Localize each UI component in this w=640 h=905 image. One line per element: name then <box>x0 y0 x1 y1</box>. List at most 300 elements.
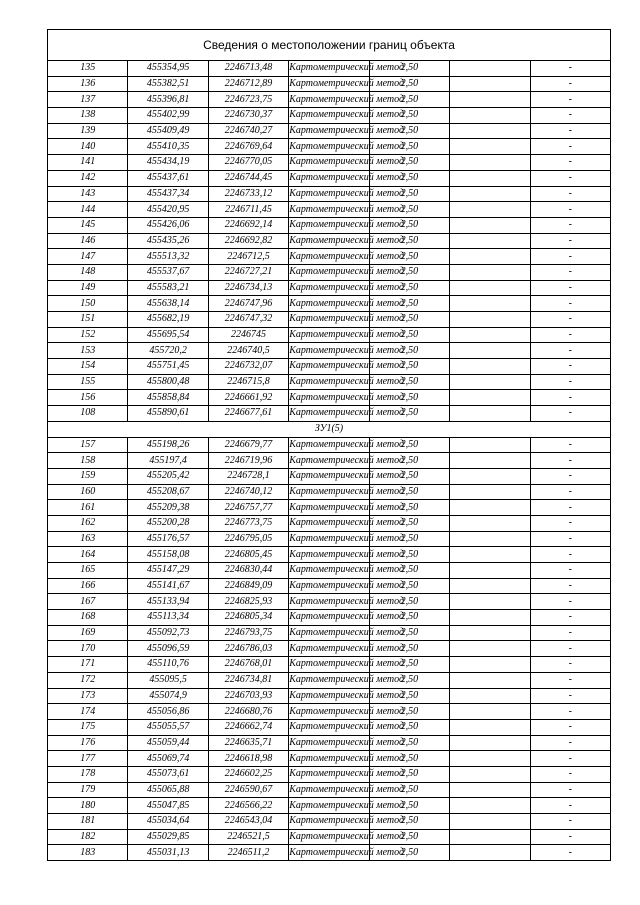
empty-cell <box>450 249 530 265</box>
empty-cell <box>450 735 530 751</box>
coordinate-x: 455176,57 <box>128 531 208 547</box>
accuracy-value: 2,50 <box>369 139 449 155</box>
determination-method: Картометрический метод <box>289 312 369 328</box>
point-number: 183 <box>48 845 128 861</box>
coordinate-y: 2246677,61 <box>208 406 288 422</box>
point-number: 108 <box>48 406 128 422</box>
point-number: 145 <box>48 217 128 233</box>
description-dash: - <box>530 766 610 782</box>
point-number: 154 <box>48 359 128 375</box>
table-row <box>48 343 611 359</box>
table-row <box>48 484 611 500</box>
coordinate-y: 2246566,22 <box>208 798 288 814</box>
description-dash: - <box>530 123 610 139</box>
empty-cell <box>450 688 530 704</box>
description-dash: - <box>530 531 610 547</box>
description-dash: - <box>530 390 610 406</box>
coordinate-y: 2246713,48 <box>208 61 288 77</box>
accuracy-value: 2,50 <box>369 123 449 139</box>
determination-method: Картометрический метод <box>289 327 369 343</box>
coordinate-x: 455055,57 <box>128 719 208 735</box>
coordinate-y: 2246747,96 <box>208 296 288 312</box>
determination-method: Картометрический метод <box>289 672 369 688</box>
coordinate-y: 2246793,75 <box>208 625 288 641</box>
coordinate-x: 455426,06 <box>128 217 208 233</box>
accuracy-value: 2,50 <box>369 186 449 202</box>
accuracy-value: 2,50 <box>369 814 449 830</box>
empty-cell <box>450 312 530 328</box>
determination-method: Картометрический метод <box>289 500 369 516</box>
coordinate-y: 2246849,09 <box>208 578 288 594</box>
description-dash: - <box>530 217 610 233</box>
table-row <box>48 798 611 814</box>
accuracy-value: 2,50 <box>369 264 449 280</box>
coordinate-x: 455720,2 <box>128 343 208 359</box>
table-row <box>48 594 611 610</box>
description-dash: - <box>530 343 610 359</box>
point-number: 177 <box>48 751 128 767</box>
coordinate-x: 455208,67 <box>128 484 208 500</box>
point-number: 157 <box>48 437 128 453</box>
coordinate-x: 455537,67 <box>128 264 208 280</box>
empty-cell <box>450 202 530 218</box>
coordinate-x: 455074,9 <box>128 688 208 704</box>
table-row <box>48 578 611 594</box>
empty-cell <box>450 186 530 202</box>
coordinate-y: 2246662,74 <box>208 719 288 735</box>
table-row <box>48 766 611 782</box>
description-dash: - <box>530 814 610 830</box>
accuracy-value: 2,50 <box>369 735 449 751</box>
point-number: 171 <box>48 657 128 673</box>
accuracy-value: 2,50 <box>369 751 449 767</box>
determination-method: Картометрический метод <box>289 233 369 249</box>
description-dash: - <box>530 437 610 453</box>
accuracy-value: 2,50 <box>369 515 449 531</box>
coordinate-y: 2246715,8 <box>208 374 288 390</box>
empty-cell <box>450 641 530 657</box>
empty-cell <box>450 390 530 406</box>
coordinate-x: 455638,14 <box>128 296 208 312</box>
determination-method: Картометрический метод <box>289 798 369 814</box>
accuracy-value: 2,50 <box>369 202 449 218</box>
point-number: 164 <box>48 547 128 563</box>
determination-method: Картометрический метод <box>289 735 369 751</box>
table-row <box>48 610 611 626</box>
determination-method: Картометрический метод <box>289 766 369 782</box>
coordinate-y: 2246740,12 <box>208 484 288 500</box>
table-row <box>48 264 611 280</box>
coordinate-x: 455031,13 <box>128 845 208 861</box>
coordinate-y: 2246830,44 <box>208 563 288 579</box>
point-number: 181 <box>48 814 128 830</box>
description-dash: - <box>530 186 610 202</box>
description-dash: - <box>530 280 610 296</box>
coordinate-y: 2246712,89 <box>208 76 288 92</box>
accuracy-value: 2,50 <box>369 845 449 861</box>
description-dash: - <box>530 76 610 92</box>
coordinate-y: 2246602,25 <box>208 766 288 782</box>
coordinate-y: 2246521,5 <box>208 829 288 845</box>
empty-cell <box>450 155 530 171</box>
coordinate-x: 455133,94 <box>128 594 208 610</box>
table-row <box>48 61 611 77</box>
accuracy-value: 2,50 <box>369 343 449 359</box>
coordinate-x: 455402,99 <box>128 108 208 124</box>
coordinate-y: 2246703,93 <box>208 688 288 704</box>
point-number: 174 <box>48 704 128 720</box>
description-dash: - <box>530 625 610 641</box>
table-row <box>48 390 611 406</box>
table-row <box>48 359 611 375</box>
point-number: 153 <box>48 343 128 359</box>
description-dash: - <box>530 233 610 249</box>
coordinate-x: 455096,59 <box>128 641 208 657</box>
table-row <box>48 437 611 453</box>
determination-method: Картометрический метод <box>289 390 369 406</box>
description-dash: - <box>530 61 610 77</box>
point-number: 150 <box>48 296 128 312</box>
determination-method: Картометрический метод <box>289 704 369 720</box>
accuracy-value: 2,50 <box>369 578 449 594</box>
description-dash: - <box>530 594 610 610</box>
determination-method: Картометрический метод <box>289 359 369 375</box>
table-row <box>48 814 611 830</box>
point-number: 138 <box>48 108 128 124</box>
coordinate-x: 455209,38 <box>128 500 208 516</box>
determination-method: Картометрический метод <box>289 688 369 704</box>
coordinate-y: 2246825,93 <box>208 594 288 610</box>
description-dash: - <box>530 453 610 469</box>
accuracy-value: 2,50 <box>369 782 449 798</box>
coordinate-x: 455197,4 <box>128 453 208 469</box>
description-dash: - <box>530 845 610 861</box>
table-row <box>48 625 611 641</box>
coordinate-x: 455029,85 <box>128 829 208 845</box>
description-dash: - <box>530 515 610 531</box>
determination-method: Картометрический метод <box>289 343 369 359</box>
table-row <box>48 155 611 171</box>
accuracy-value: 2,50 <box>369 672 449 688</box>
point-number: 143 <box>48 186 128 202</box>
coordinate-y: 2246770,05 <box>208 155 288 171</box>
empty-cell <box>450 625 530 641</box>
description-dash: - <box>530 578 610 594</box>
description-dash: - <box>530 547 610 563</box>
point-number: 179 <box>48 782 128 798</box>
empty-cell <box>450 798 530 814</box>
accuracy-value: 2,50 <box>369 170 449 186</box>
point-number: 135 <box>48 61 128 77</box>
table-row <box>48 688 611 704</box>
table-row <box>48 374 611 390</box>
coordinate-x: 455751,45 <box>128 359 208 375</box>
accuracy-value: 2,50 <box>369 625 449 641</box>
point-number: 147 <box>48 249 128 265</box>
determination-method: Картометрический метод <box>289 829 369 845</box>
coordinate-x: 455158,08 <box>128 547 208 563</box>
coordinate-y: 2246745 <box>208 327 288 343</box>
description-dash: - <box>530 374 610 390</box>
coordinate-y: 2246727,21 <box>208 264 288 280</box>
point-number: 137 <box>48 92 128 108</box>
table-row <box>48 657 611 673</box>
table-row <box>48 672 611 688</box>
description-dash: - <box>530 563 610 579</box>
coordinate-x: 455409,49 <box>128 123 208 139</box>
coordinate-y: 2246679,77 <box>208 437 288 453</box>
table-row <box>48 453 611 469</box>
point-number: 146 <box>48 233 128 249</box>
empty-cell <box>450 829 530 845</box>
table-row <box>48 108 611 124</box>
determination-method: Картометрический метод <box>289 76 369 92</box>
point-number: 169 <box>48 625 128 641</box>
empty-cell <box>450 76 530 92</box>
point-number: 149 <box>48 280 128 296</box>
coordinate-x: 455583,21 <box>128 280 208 296</box>
point-number: 139 <box>48 123 128 139</box>
empty-cell <box>450 264 530 280</box>
coordinate-x: 455047,85 <box>128 798 208 814</box>
coordinate-y: 2246734,81 <box>208 672 288 688</box>
table-row <box>48 735 611 751</box>
coordinate-x: 455890,61 <box>128 406 208 422</box>
accuracy-value: 2,50 <box>369 76 449 92</box>
coordinate-x: 455092,73 <box>128 625 208 641</box>
table-row <box>48 531 611 547</box>
point-number: 180 <box>48 798 128 814</box>
coordinate-x: 455069,74 <box>128 751 208 767</box>
determination-method: Картометрический метод <box>289 531 369 547</box>
description-dash: - <box>530 92 610 108</box>
coordinate-x: 455056,86 <box>128 704 208 720</box>
accuracy-value: 2,50 <box>369 547 449 563</box>
determination-method: Картометрический метод <box>289 845 369 861</box>
accuracy-value: 2,50 <box>369 766 449 782</box>
determination-method: Картометрический метод <box>289 641 369 657</box>
determination-method: Картометрический метод <box>289 437 369 453</box>
empty-cell <box>450 766 530 782</box>
table-row <box>48 186 611 202</box>
accuracy-value: 2,50 <box>369 610 449 626</box>
determination-method: Картометрический метод <box>289 123 369 139</box>
coordinate-x: 455198,26 <box>128 437 208 453</box>
determination-method: Картометрический метод <box>289 453 369 469</box>
table-row <box>48 719 611 735</box>
determination-method: Картометрический метод <box>289 610 369 626</box>
point-number: 175 <box>48 719 128 735</box>
description-dash: - <box>530 500 610 516</box>
description-dash: - <box>530 249 610 265</box>
determination-method: Картометрический метод <box>289 468 369 484</box>
coordinate-y: 2246732,07 <box>208 359 288 375</box>
empty-cell <box>450 515 530 531</box>
accuracy-value: 2,50 <box>369 798 449 814</box>
description-dash: - <box>530 296 610 312</box>
determination-method: Картометрический метод <box>289 406 369 422</box>
determination-method: Картометрический метод <box>289 296 369 312</box>
determination-method: Картометрический метод <box>289 249 369 265</box>
coordinate-x: 455682,19 <box>128 312 208 328</box>
determination-method: Картометрический метод <box>289 625 369 641</box>
empty-cell <box>450 406 530 422</box>
table-row <box>48 92 611 108</box>
description-dash: - <box>530 484 610 500</box>
coordinate-x: 455437,61 <box>128 170 208 186</box>
coordinate-y: 2246635,71 <box>208 735 288 751</box>
table-row <box>48 123 611 139</box>
title-row <box>48 30 611 61</box>
point-number: 155 <box>48 374 128 390</box>
coordinate-y: 2246734,13 <box>208 280 288 296</box>
empty-cell <box>450 374 530 390</box>
determination-method: Картометрический метод <box>289 264 369 280</box>
accuracy-value: 2,50 <box>369 327 449 343</box>
description-dash: - <box>530 798 610 814</box>
description-dash: - <box>530 202 610 218</box>
point-number: 162 <box>48 515 128 531</box>
coordinate-x: 455513,32 <box>128 249 208 265</box>
table-row <box>48 704 611 720</box>
coordinate-x: 455147,29 <box>128 563 208 579</box>
coordinate-y: 2246712,5 <box>208 249 288 265</box>
accuracy-value: 2,50 <box>369 453 449 469</box>
table-row <box>48 563 611 579</box>
coordinate-y: 2246511,2 <box>208 845 288 861</box>
table-row <box>48 249 611 265</box>
page-title: Сведения о местоположении границ объекта <box>48 30 611 61</box>
empty-cell <box>450 657 530 673</box>
determination-method: Картометрический метод <box>289 563 369 579</box>
coordinate-y: 2246733,12 <box>208 186 288 202</box>
accuracy-value: 2,50 <box>369 296 449 312</box>
table-row <box>48 515 611 531</box>
empty-cell <box>450 296 530 312</box>
coordinate-y: 2246744,45 <box>208 170 288 186</box>
description-dash: - <box>530 782 610 798</box>
accuracy-value: 2,50 <box>369 704 449 720</box>
determination-method: Картометрический метод <box>289 170 369 186</box>
point-number: 156 <box>48 390 128 406</box>
empty-cell <box>450 453 530 469</box>
coordinate-y: 2246805,45 <box>208 547 288 563</box>
accuracy-value: 2,50 <box>369 829 449 845</box>
coordinate-x: 455200,28 <box>128 515 208 531</box>
point-number: 144 <box>48 202 128 218</box>
empty-cell <box>450 484 530 500</box>
accuracy-value: 2,50 <box>369 249 449 265</box>
coordinate-y: 2246719,96 <box>208 453 288 469</box>
determination-method: Картометрический метод <box>289 374 369 390</box>
determination-method: Картометрический метод <box>289 61 369 77</box>
description-dash: - <box>530 406 610 422</box>
coordinate-y: 2246692,82 <box>208 233 288 249</box>
accuracy-value: 2,50 <box>369 280 449 296</box>
coordinate-y: 2246730,37 <box>208 108 288 124</box>
coordinate-y: 2246590,67 <box>208 782 288 798</box>
table-row <box>48 547 611 563</box>
determination-method: Картометрический метод <box>289 719 369 735</box>
point-number: 161 <box>48 500 128 516</box>
coordinate-x: 455141,67 <box>128 578 208 594</box>
description-dash: - <box>530 751 610 767</box>
description-dash: - <box>530 829 610 845</box>
accuracy-value: 2,50 <box>369 468 449 484</box>
point-number: 141 <box>48 155 128 171</box>
accuracy-value: 2,50 <box>369 108 449 124</box>
table-row <box>48 500 611 516</box>
coordinate-x: 455437,34 <box>128 186 208 202</box>
empty-cell <box>450 814 530 830</box>
point-number: 151 <box>48 312 128 328</box>
empty-cell <box>450 123 530 139</box>
determination-method: Картометрический метод <box>289 814 369 830</box>
coordinate-y: 2246795,05 <box>208 531 288 547</box>
empty-cell <box>450 578 530 594</box>
empty-cell <box>450 359 530 375</box>
determination-method: Картометрический метод <box>289 547 369 563</box>
determination-method: Картометрический метод <box>289 782 369 798</box>
coordinate-y: 2246711,45 <box>208 202 288 218</box>
empty-cell <box>450 170 530 186</box>
table-row <box>48 845 611 861</box>
accuracy-value: 2,50 <box>369 437 449 453</box>
coordinate-x: 455695,54 <box>128 327 208 343</box>
empty-cell <box>450 343 530 359</box>
accuracy-value: 2,50 <box>369 390 449 406</box>
coordinate-y: 2246740,5 <box>208 343 288 359</box>
determination-method: Картометрический метод <box>289 484 369 500</box>
accuracy-value: 2,50 <box>369 563 449 579</box>
table-row <box>48 139 611 155</box>
determination-method: Картометрический метод <box>289 751 369 767</box>
empty-cell <box>450 61 530 77</box>
coordinate-x: 455034,64 <box>128 814 208 830</box>
coordinate-y: 2246728,1 <box>208 468 288 484</box>
determination-method: Картометрический метод <box>289 280 369 296</box>
empty-cell <box>450 563 530 579</box>
coordinate-y: 2246769,64 <box>208 139 288 155</box>
empty-cell <box>450 468 530 484</box>
accuracy-value: 2,50 <box>369 217 449 233</box>
empty-cell <box>450 704 530 720</box>
coordinate-y: 2246680,76 <box>208 704 288 720</box>
accuracy-value: 2,50 <box>369 657 449 673</box>
section-label: ЗУ1(5) <box>48 421 611 437</box>
point-number: 176 <box>48 735 128 751</box>
empty-cell <box>450 751 530 767</box>
coordinate-y: 2246805,34 <box>208 610 288 626</box>
point-number: 173 <box>48 688 128 704</box>
coordinate-x: 455113,34 <box>128 610 208 626</box>
table-row <box>48 641 611 657</box>
coordinate-x: 455354,95 <box>128 61 208 77</box>
table-row <box>48 217 611 233</box>
determination-method: Картометрический метод <box>289 217 369 233</box>
coordinate-y: 2246747,32 <box>208 312 288 328</box>
accuracy-value: 2,50 <box>369 500 449 516</box>
point-number: 167 <box>48 594 128 610</box>
coordinate-x: 455382,51 <box>128 76 208 92</box>
coordinate-y: 2246757,77 <box>208 500 288 516</box>
point-number: 172 <box>48 672 128 688</box>
boundary-coordinates-table <box>47 29 611 861</box>
empty-cell <box>450 437 530 453</box>
description-dash: - <box>530 688 610 704</box>
empty-cell <box>450 672 530 688</box>
point-number: 170 <box>48 641 128 657</box>
